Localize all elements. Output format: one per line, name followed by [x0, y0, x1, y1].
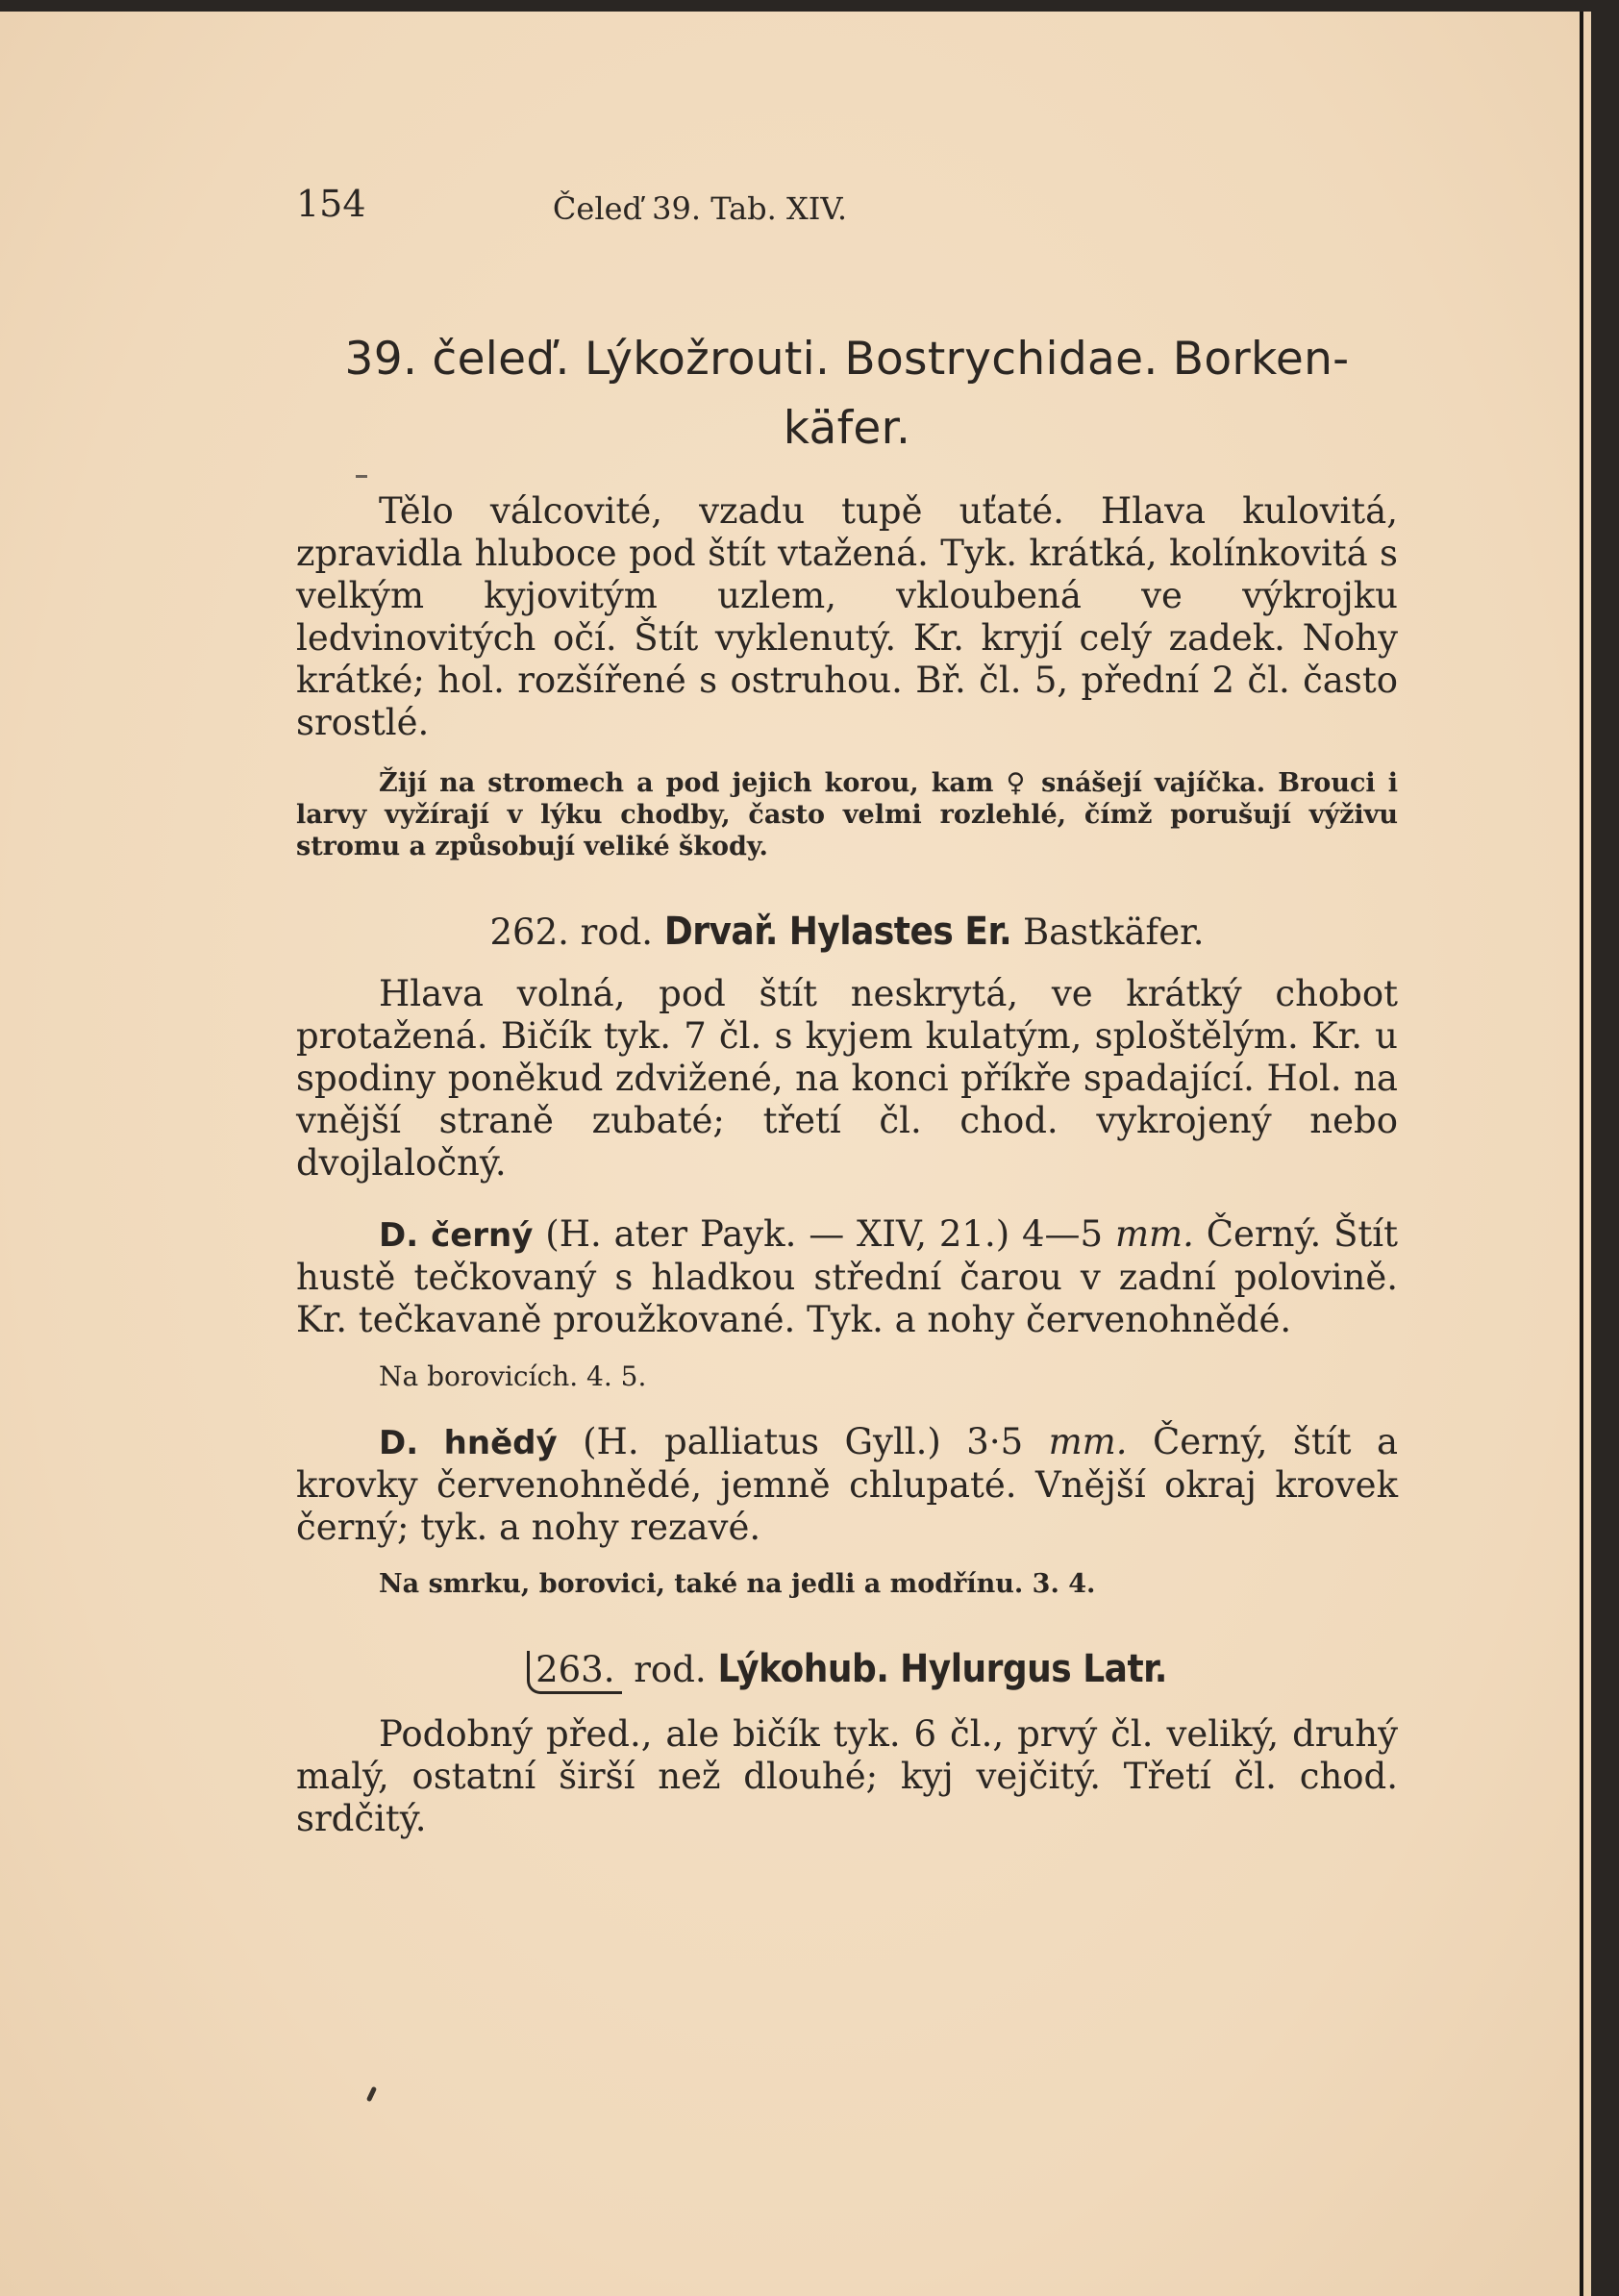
page-header [296, 183, 1008, 240]
female-symbol: ♀ [1006, 768, 1030, 798]
family-note-part2: snášejí vajíčka. Brouci i larvy vyžírají v lýku chodby, často velmi rozlehlé, čímž porušují výživu stromu a způsobují veliké škody. [296, 768, 1398, 861]
genus-263-heading [296, 1648, 1398, 1694]
species-2-synonym: (H. palliatus Gyll.) 3·5 [583, 1421, 1024, 1462]
genus-262-heading [296, 911, 1398, 954]
family-description: Tělo válcovité, vzadu tupě uťaté. Hlava kulovitá, zpravidla hluboce pod štít vtažená. Tyk. krátká, kolínkovitá s velkým kyjovitým uzlem, vkloubená ve výkrojku ledvinovitých očí. Štít vyklenutý. Kr. kryjí celý zadek. Nohy krátké; hol. rozšířené s ostruhou. Bř. čl. 5, přední 2 čl. často srostlé. [296, 490, 1398, 743]
page-content [296, 325, 1398, 1840]
family-title-line1: 39. čeleď. Lýkožrouti. Bostrychidae. Borken- [344, 333, 1350, 386]
species-2-paragraph [296, 1421, 1398, 1549]
family-title [296, 325, 1398, 463]
species-2-description: Černý, štít a krovky červenohnědé, jemně chlupaté. Vnější okraj krovek černý; tyk. a nohy rezavé. [296, 1421, 1399, 1548]
page-number: 154 [296, 183, 366, 225]
family-note [296, 767, 1398, 862]
ink-speck [366, 2086, 377, 2103]
genus-263-rod-label: rod. [634, 1649, 707, 1690]
genus-263-latin-name: Hylurgus Latr. [900, 1647, 1167, 1691]
species-1-paragraph [296, 1213, 1398, 1341]
species-2-habitat: Na smrku, borovici, také na jedli a modřínu. 3. 4. [379, 1569, 1096, 1599]
family-title-line2: käfer. [783, 402, 911, 455]
species-2-name: D. hnědý [379, 1424, 558, 1462]
genus-262-number: 262. rod. [489, 911, 654, 953]
species-1-synonym: (H. ater Payk. — XIV, 21.) 4—5 [545, 1213, 1104, 1255]
species-1-unit: mm. [1114, 1213, 1194, 1255]
genus-263-czech-name: Lýkohub. [717, 1647, 889, 1691]
family-note-part1: Žijí na stromech a pod jejich korou, kam [379, 768, 994, 798]
genus-262-description: Hlava volná, pod štít neskrytá, ve krátký chobot protažená. Bičík tyk. 7 čl. s kyjem kulatým, sploštělým. Kr. u spodiny poněkud zdvižené, na konci příkře spadající. Hol. na vnější straně zubaté; třetí čl. chod. vykrojený nebo dvojlaločný. [296, 973, 1398, 1184]
genus-262-german-name: Bastkäfer. [1022, 911, 1205, 953]
species-2-unit: mm. [1048, 1421, 1128, 1462]
species-1-habitat: Na borovicích. 4. 5. [379, 1360, 647, 1392]
genus-263-description: Podobný před., ale bičík tyk. 6 čl., prvý čl. veliký, druhý malý, ostatní širší než dlouhé; kyj vejčitý. Třetí čl. chod. srdčitý. [296, 1713, 1398, 1839]
species-1-name: D. černý [379, 1216, 534, 1255]
genus-262-czech-name: Drvař. [663, 910, 778, 954]
book-page [0, 12, 1591, 2296]
page-edge [1580, 12, 1583, 2296]
species-1-description: Černý. Štít hustě tečkovaný s hladkou střední čarou v zadní polovině. Kr. tečkavaně proužkované. Tyk. a nohy červenohnědé. [296, 1213, 1398, 1340]
running-head: Čeleď 39. Tab. XIV. [552, 190, 848, 227]
genus-262-latin-name: Hylastes Er. [788, 910, 1012, 954]
genus-263-number: 263. [527, 1651, 622, 1694]
